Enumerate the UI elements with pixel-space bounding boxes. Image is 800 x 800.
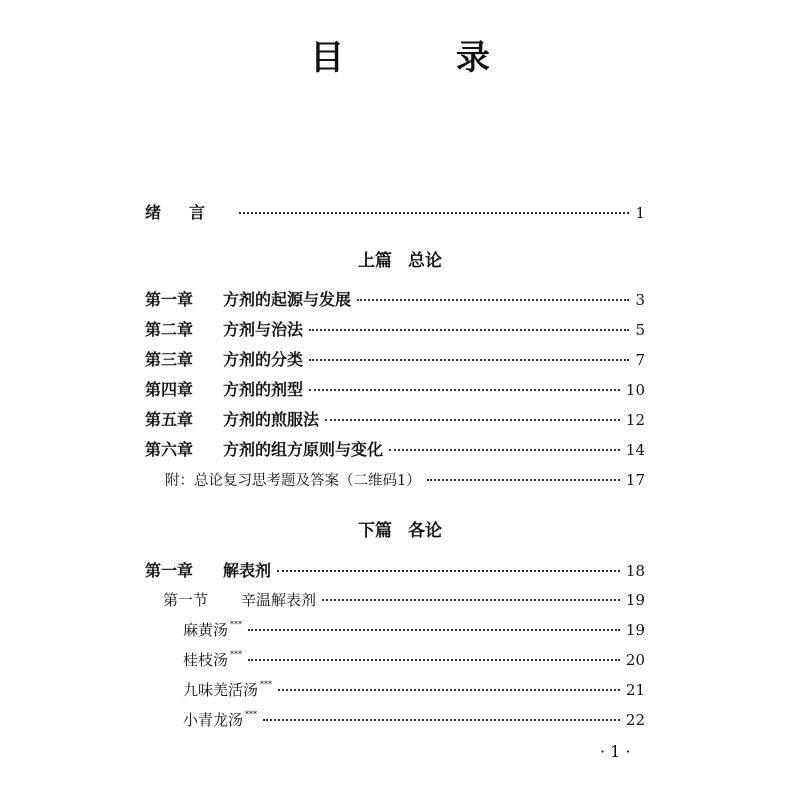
- chapter-number: 第三章: [145, 350, 194, 369]
- toc-page-number: 10: [625, 381, 645, 399]
- toc-page-number: 19: [625, 621, 645, 639]
- toc-entry-chapter[interactable]: [145, 347, 645, 370]
- dot-leader: [357, 299, 629, 301]
- chapter-title: 方剂的煎服法: [223, 410, 320, 429]
- chapter-title: 方剂与治法: [223, 320, 304, 339]
- dot-leader: [277, 570, 620, 572]
- chapter-title: 方剂的起源与发展: [223, 290, 352, 309]
- chapter-title: 解表剂: [223, 561, 272, 580]
- dot-leader: [263, 719, 620, 721]
- chapter-number: 第五章: [145, 410, 194, 429]
- dot-leader: [278, 689, 620, 691]
- dot-leader: [427, 479, 620, 481]
- part-number: 下篇: [358, 521, 392, 541]
- toc-page-number: 20: [625, 651, 645, 669]
- toc-entry-chapter[interactable]: [145, 317, 645, 340]
- toc-page-number: 22: [625, 711, 645, 729]
- formula-name: 九味羌活汤: [183, 681, 259, 699]
- formula-name: 桂枝汤: [183, 651, 229, 669]
- toc-entry-intro[interactable]: [145, 200, 645, 223]
- toc-entry-chapter[interactable]: [145, 437, 645, 460]
- dot-leader: [248, 659, 620, 661]
- toc-page-number: 19: [625, 591, 645, 609]
- part-number: 上篇: [358, 251, 392, 271]
- chapter-title: 方剂的剂型: [223, 380, 304, 399]
- toc-entry-chapter[interactable]: [145, 287, 645, 310]
- chapter-number: 第一章: [145, 290, 194, 309]
- part-heading-upper: [0, 246, 800, 271]
- page-number: · 1 ·: [600, 742, 631, 761]
- toc-entry-chapter[interactable]: [145, 558, 645, 581]
- part-heading-lower: [0, 516, 800, 541]
- toc-page-number: 3: [635, 291, 645, 309]
- toc-entry-formula[interactable]: [183, 679, 645, 700]
- importance-mark: ***: [230, 650, 243, 659]
- toc-page-number: 17: [625, 471, 645, 489]
- chapter-number: 第一章: [145, 561, 194, 580]
- toc-entry-appendix[interactable]: [165, 469, 645, 490]
- toc-page-number: 18: [625, 562, 645, 580]
- toc-entry-formula[interactable]: [183, 619, 645, 640]
- chapter-title: 方剂的分类: [223, 350, 304, 369]
- chapter-title: 方剂的组方原则与变化: [223, 440, 384, 459]
- toc-entry-chapter[interactable]: [145, 407, 645, 430]
- importance-mark: ***: [260, 680, 273, 689]
- dot-leader: [309, 329, 629, 331]
- importance-mark: ***: [230, 620, 243, 629]
- dot-leader: [322, 599, 620, 601]
- toc-page-number: 12: [625, 411, 645, 429]
- toc-page-number: 1: [635, 204, 645, 222]
- dot-leader: [239, 212, 629, 214]
- toc-page-number: 5: [635, 321, 645, 339]
- toc-entry-section[interactable]: [163, 589, 645, 610]
- chapter-number: 第四章: [145, 380, 194, 399]
- toc-entry-formula[interactable]: [183, 649, 645, 670]
- page-title: 目 录: [310, 38, 540, 78]
- dot-leader: [248, 629, 620, 631]
- toc-entry-chapter[interactable]: [145, 377, 645, 400]
- dot-leader: [309, 389, 620, 391]
- toc-page-number: 14: [625, 441, 645, 459]
- chapter-number: 第二章: [145, 320, 194, 339]
- toc-entry-label: 附：总论复习思考题及答案（二维码1）: [165, 473, 421, 489]
- section-number: 第一节: [163, 591, 209, 609]
- section-title: 辛温解表剂: [241, 591, 317, 609]
- toc-page-number: 21: [625, 681, 645, 699]
- part-name: 总论: [408, 251, 442, 271]
- toc-entry-formula[interactable]: [183, 709, 645, 730]
- chapter-number: 第六章: [145, 440, 194, 459]
- part-name: 各论: [408, 521, 442, 541]
- importance-mark: ***: [245, 710, 258, 719]
- dot-leader: [309, 359, 629, 361]
- formula-name: 麻黄汤: [183, 621, 229, 639]
- toc-entry-label: 绪言: [145, 203, 234, 222]
- formula-name: 小青龙汤: [183, 711, 244, 729]
- toc-page-number: 7: [635, 351, 645, 369]
- dot-leader: [389, 449, 620, 451]
- dot-leader: [325, 419, 620, 421]
